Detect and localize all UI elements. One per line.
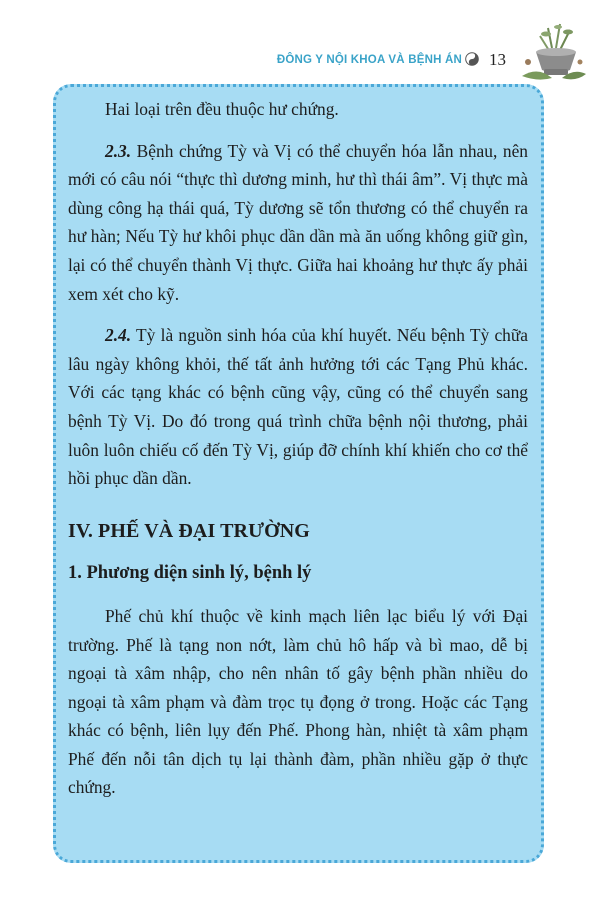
herb-mortar-icon [518, 22, 588, 84]
running-header-title: ĐÔNG Y NỘI KHOA VÀ BỆNH ÁN [276, 54, 462, 66]
item-number-2-4: 2.4. [105, 325, 132, 346]
paragraph-2-text: Bệnh chứng Tỳ và Vị có thể chuyển hóa lẫn nhau, nên mới có câu nói “thực thì dương minh, hư thì thái âm”. Vị thực mà dùng công hạ thái quá, Tỳ dương sẽ tổn thương có thể chuyển ra hư hàn; Nếu Tỳ hư khôi phục dần dần mà ăn uống không giữ gìn, lại có thể chuyển thành Vị thực. Giữa hai khoảng hư thực ấy phải xem xét cho kỹ. [68, 140, 528, 304]
paragraph-3 [68, 321, 528, 493]
body-text [68, 95, 528, 815]
paragraph-2 [68, 137, 528, 309]
section-heading: IV. PHẾ VÀ ĐẠI TRƯỜNG [68, 519, 310, 542]
running-header [0, 44, 612, 80]
page-number: 13 [489, 50, 506, 69]
paragraph-3-text: Tỳ là nguồn sinh hóa của khí huyết. Nếu bệnh Tỳ chữa lâu ngày không khỏi, thế tất ảnh hưởng tới các Tạng Phủ khác. Với các tạng khác có bệnh cũng vậy, cũng có thể chuyển sang bệnh Tỳ Vị. Do đó trong quá trình chữa bệnh nội thương, phải luôn luôn chiếu cố đến Tỳ Vị, giúp đỡ chính khí khiến cho cơ thể hồi phục dần dần. [68, 325, 528, 489]
paragraph-1-text: Hai loại trên đều thuộc hư chứng. [105, 99, 339, 119]
paragraph-4-text: Phế chủ khí thuộc về kinh mạch liên lạc biểu lý với Đại trường. Phế là tạng non nớt, làm chủ hô hấp và bì mao, dễ bị ngoại tà xâm nhập, cho nên nhân tố gây bệnh phần nhiều do ngoại tà xâm phạm và đàm trọc tụ đọng ở trong. Hoặc các Tạng khác có bệnh, liên lụy đến Phế. Phong hàn, nhiệt tà xâm phạm Phế đến nỗi tân dịch tụ lại thành đàm, phần nhiều gặp ở thực chứng. [68, 605, 528, 798]
paragraph-4 [68, 602, 528, 802]
paragraph-1 [68, 95, 528, 124]
item-number-2-3: 2.3. [105, 140, 132, 161]
yin-yang-icon [465, 52, 479, 66]
subsection-heading: 1. Phương diện sinh lý, bệnh lý [68, 563, 312, 584]
